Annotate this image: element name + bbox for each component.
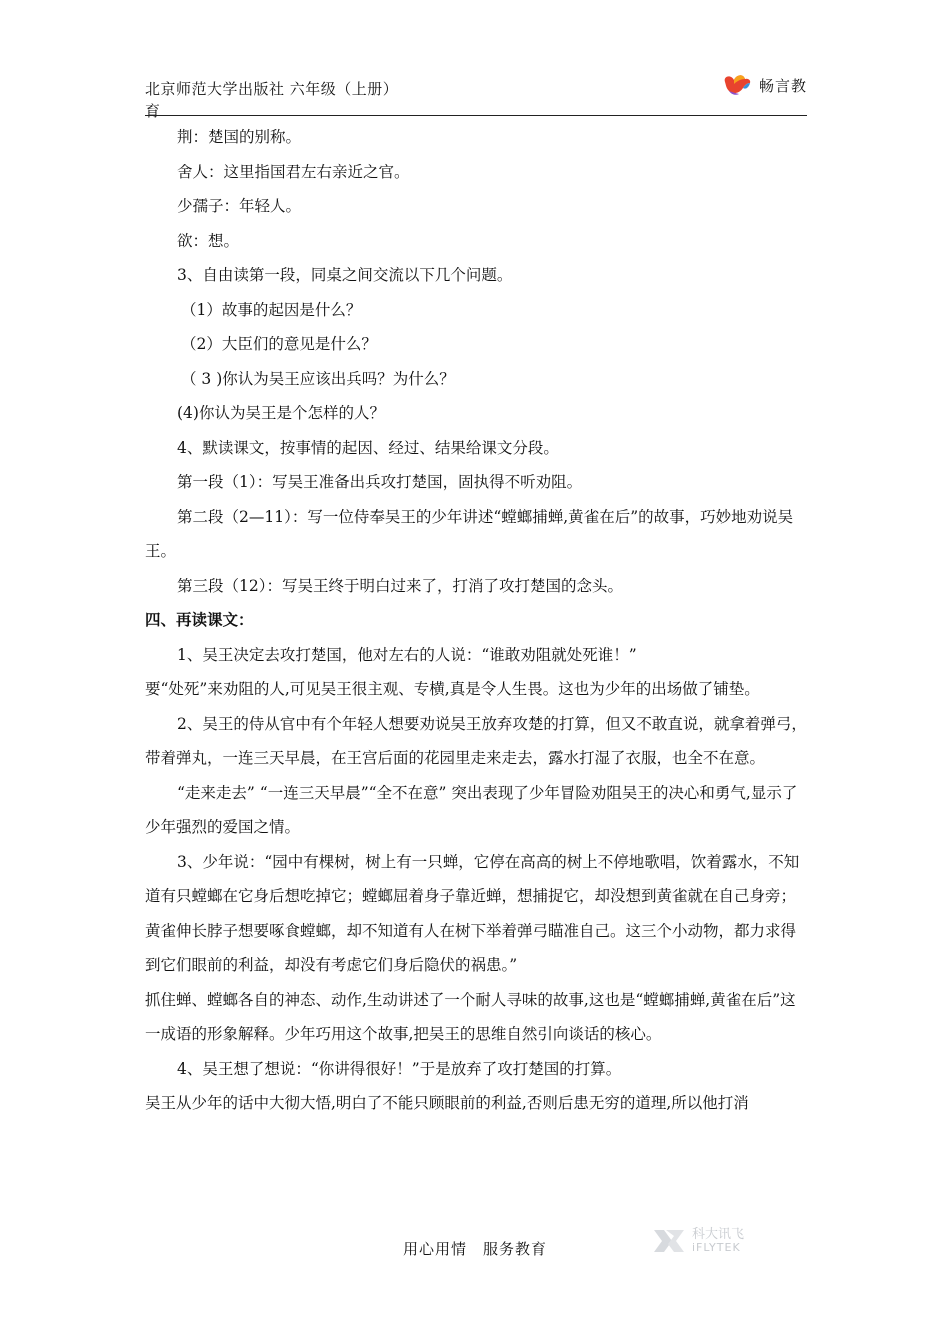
point-2: 2、吴王的侍从官中有个年轻人想要劝说吴王放弃攻楚的打算，但又不敢直说，就拿着弹弓，带着弹丸，一连三天早晨，在王宫后面的花园里走来走去，露水打湿了衣服，也全不在意。 [145,714,807,767]
heading-reread: 四、再读课文： [145,610,254,629]
question-4: (4)你认为吴王是个怎样的人？ [177,404,385,422]
document-body [145,120,807,1121]
gloss-shaoruzi: 少孺子：年轻人。 [177,197,302,215]
page-footer: 用心用情 服务教育 [402,1240,547,1258]
question-2: （2）大臣们的意见是什么？ [181,335,377,353]
analysis-3: 抓住蝉、螳螂各自的神态、动作,生动讲述了一个耐人寻味的故事,这也是“螳螂捕蝉,黄雀在后”这一成语的形象解释。少年巧用这个故事,把吴王的思维自然引向谈话的核心。 [145,990,796,1043]
header-logo [721,70,807,100]
analysis-4: 吴王从少年的话中大彻大悟,明白了不能只顾眼前的利益,否则后患无穷的道理,所以他打消 [145,1094,749,1112]
publisher-text: 北京师范大学出版社 六年级（上册） [145,80,399,98]
gloss-sheren: 舍人：这里指国君左右亲近之官。 [177,162,410,181]
iflytek-watermark [652,1226,744,1256]
section-3: 第三段（12）：写吴王终于明白过来了，打消了攻打楚国的念头。 [177,576,623,595]
point-4: 4、吴王想了想说：“你讲得很好！”于是放弃了攻打楚国的打算。 [177,1059,622,1078]
section-2: 第二段（2—11）：写一位侍奉吴王的少年讲述“螳螂捕蝉,黄雀在后”的故事，巧妙地劝说吴王。 [145,507,794,560]
question-3: （ 3 )你认为吴王应该出兵吗？为什么？ [181,369,455,388]
gloss-jing: 荆：楚国的别称。 [177,128,302,146]
publisher-tail: 育 [145,102,161,120]
bird-logo-icon [721,72,753,98]
watermark-en: iFLYTEK [692,1241,741,1254]
task-3: 3、自由读第一段，同桌之间交流以下几个问题。 [177,266,513,284]
header-divider [145,115,807,116]
gloss-yu: 欲：想。 [177,231,240,250]
question-1: （1）故事的起因是什么？ [181,300,362,319]
point-3: 3、少年说：“园中有棵树，树上有一只蝉，它停在高高的树上不停地歌唱，饮着露水，不知道有只螳螂在它身后想吃掉它；螳螂屈着身子靠近蝉，想捕捉它，却没想到黄雀就在自己身旁；黄雀伸长脖子想要啄食螳螂，却不知道有人在树下举着弹弓瞄准自己。这三个小动物，都力求得到它们眼前的利益，却没有考虑它们身后隐伏的祸患。” [145,852,800,974]
point-1: 1、吴王决定去攻打楚国，他对左右的人说：“谁敢劝阻就处死谁！” [177,645,637,664]
iflytek-logo-icon [652,1226,686,1256]
task-4: 4、默读课文，按事情的起因、经过、结果给课文分段。 [177,438,559,457]
section-1: 第一段（1）：写吴王准备出兵攻打楚国，固执得不听劝阻。 [177,473,583,491]
watermark-cn: 科大讯飞 [692,1227,745,1242]
analysis-2: “走来走去” “一连三天早晨”“全不在意” 突出表现了少年冒险劝阻吴王的决心和勇气,显示了少年强烈的爱国之情。 [145,783,798,836]
analysis-1: 要“处死”来劝阻的人,可见吴王很主观、专横,真是令人生畏。这也为少年的出场做了铺垫。 [145,680,760,698]
brand-name: 畅言教 [758,76,807,95]
page-header [145,70,807,120]
